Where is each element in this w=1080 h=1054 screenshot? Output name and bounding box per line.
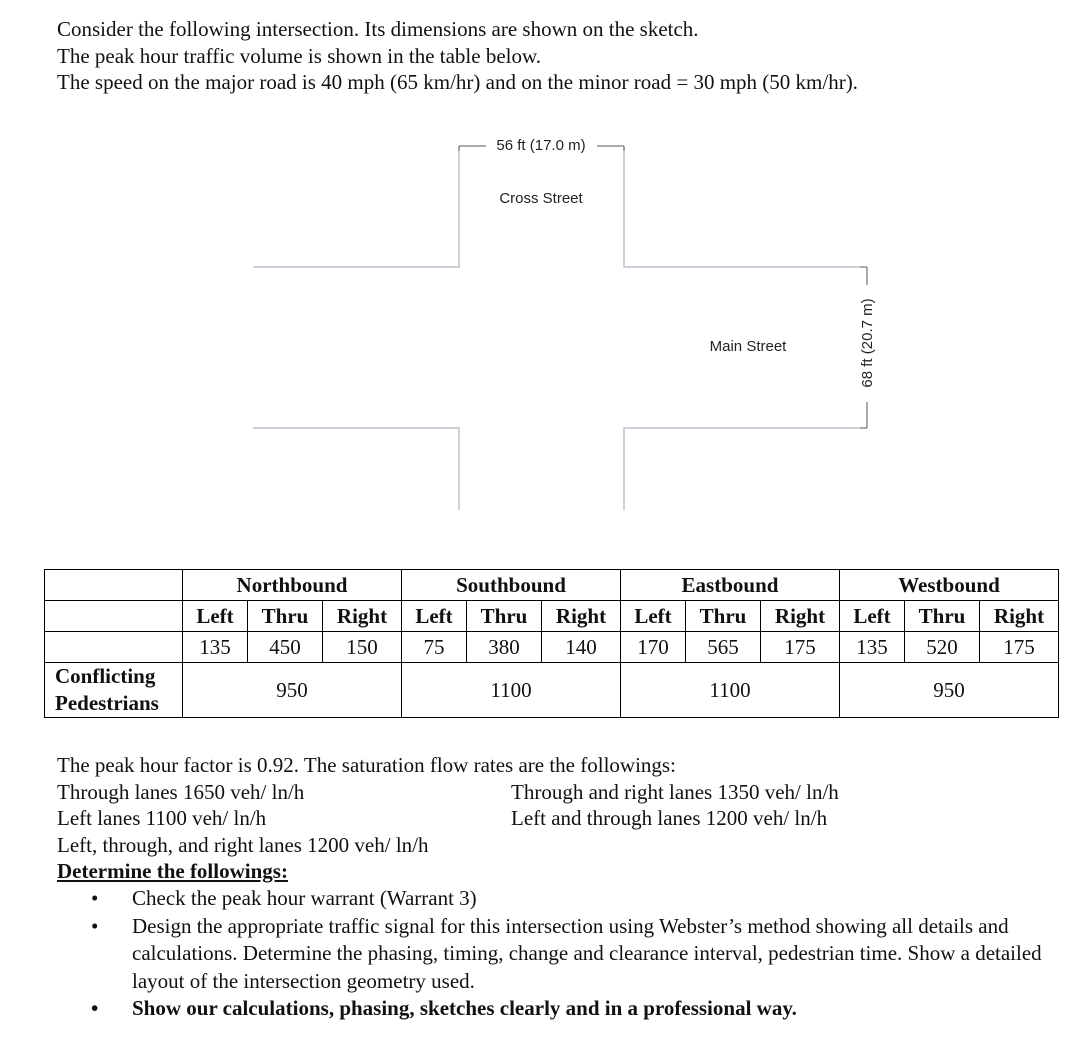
empty-cell	[45, 570, 183, 601]
task-text: Show our calculations, phasing, sketches clearly and in a professional way.	[132, 996, 797, 1020]
road-edge-bottom-left	[253, 428, 459, 510]
northbound-header: Northbound	[183, 570, 402, 601]
bullet-icon: •	[91, 996, 99, 1020]
pedestrian-row	[45, 663, 1059, 718]
pedestrian-row-label	[45, 663, 183, 718]
road-edge-top-right	[624, 148, 860, 267]
width-dimension-label: 56 ft (17.0 m)	[496, 137, 586, 154]
westbound-header: Westbound	[840, 570, 1059, 601]
volume-row	[45, 632, 1059, 663]
empty-cell	[45, 601, 183, 632]
task-item	[0, 995, 1042, 1023]
movement-header: Thru	[248, 601, 323, 632]
main-street-label: Main Street	[709, 338, 787, 355]
movement-header: Thru	[686, 601, 761, 632]
wb-pedestrians: 950	[840, 663, 1059, 718]
wb-right-volume: 175	[980, 632, 1059, 663]
left-through-lanes-rate: Left and through lanes 1200 veh/ ln/h	[511, 806, 828, 830]
intro-line-2: The peak hour traffic volume is shown in the table below.	[57, 43, 542, 68]
sb-thru-volume: 380	[467, 632, 542, 663]
through-right-lanes-rate: Through and right lanes 1350 veh/ ln/h	[511, 779, 839, 804]
ped-label-line-2: Pedestrians	[55, 691, 159, 715]
flow-row-1	[57, 779, 1037, 806]
intro-line-1: Consider the following intersection. Its dimensions are shown on the sketch.	[57, 17, 699, 41]
traffic-volume-table	[44, 569, 1059, 718]
task-text: Design the appropriate traffic signal for this intersection using Webster’s method showing all details and calculations. Determine the phasing, timing, change and clearance interval, pedestrian time. Show a detailed layout of the intersection geometry used.	[132, 913, 1042, 993]
movement-header: Right	[980, 601, 1059, 632]
sb-pedestrians: 1100	[402, 663, 621, 718]
road-edge-top-left	[253, 148, 459, 267]
cross-street-label: Cross Street	[499, 190, 583, 207]
road-edge-bottom-right	[624, 428, 860, 510]
southbound-header: Southbound	[402, 570, 621, 601]
height-dimension-label: 68 ft (20.7 m)	[859, 298, 876, 388]
ltr-lanes-rate: Left, through, and right lanes 1200 veh/ ln/h	[57, 832, 429, 857]
movement-header: Right	[323, 601, 402, 632]
nb-left-volume: 135	[183, 632, 248, 663]
task-list	[0, 885, 1042, 1023]
determine-heading: Determine the followings:	[57, 859, 288, 883]
nb-thru-volume: 450	[248, 632, 323, 663]
sb-left-volume: 75	[402, 632, 467, 663]
task-item	[0, 885, 1042, 913]
nb-pedestrians: 950	[183, 663, 402, 718]
through-lanes-rate: Through lanes 1650 veh/ ln/h	[57, 779, 305, 804]
direction-header-row	[45, 570, 1059, 601]
eastbound-header: Eastbound	[621, 570, 840, 601]
wb-thru-volume: 520	[905, 632, 980, 663]
movement-header: Right	[542, 601, 621, 632]
task-item	[0, 913, 1042, 996]
movement-header: Left	[402, 601, 467, 632]
bullet-icon: •	[91, 886, 99, 910]
intro-line-3: The speed on the major road is 40 mph (65 km/hr) and on the minor road = 30 mph (50 km/hr).	[57, 70, 858, 94]
movement-header: Left	[840, 601, 905, 632]
eb-pedestrians: 1100	[621, 663, 840, 718]
movement-header: Thru	[467, 601, 542, 632]
sb-right-volume: 140	[542, 632, 621, 663]
movement-header-row	[45, 601, 1059, 632]
nb-right-volume: 150	[323, 632, 402, 663]
left-lanes-rate: Left lanes 1100 veh/ ln/h	[57, 806, 267, 830]
movement-header: Left	[183, 601, 248, 632]
bullet-icon: •	[91, 913, 99, 938]
eb-thru-volume: 565	[686, 632, 761, 663]
movement-header: Left	[621, 601, 686, 632]
empty-cell	[45, 632, 183, 663]
wb-left-volume: 135	[840, 632, 905, 663]
eb-left-volume: 170	[621, 632, 686, 663]
ped-label-line-1: Conflicting	[55, 664, 156, 688]
movement-header: Right	[761, 601, 840, 632]
phf-text: The peak hour factor is 0.92. The saturation flow rates are the followings:	[57, 753, 676, 777]
saturation-notes	[57, 752, 1037, 885]
flow-row-2	[57, 805, 1037, 832]
task-text: Check the peak hour warrant (Warrant 3)	[132, 886, 477, 910]
movement-header: Thru	[905, 601, 980, 632]
eb-right-volume: 175	[761, 632, 840, 663]
